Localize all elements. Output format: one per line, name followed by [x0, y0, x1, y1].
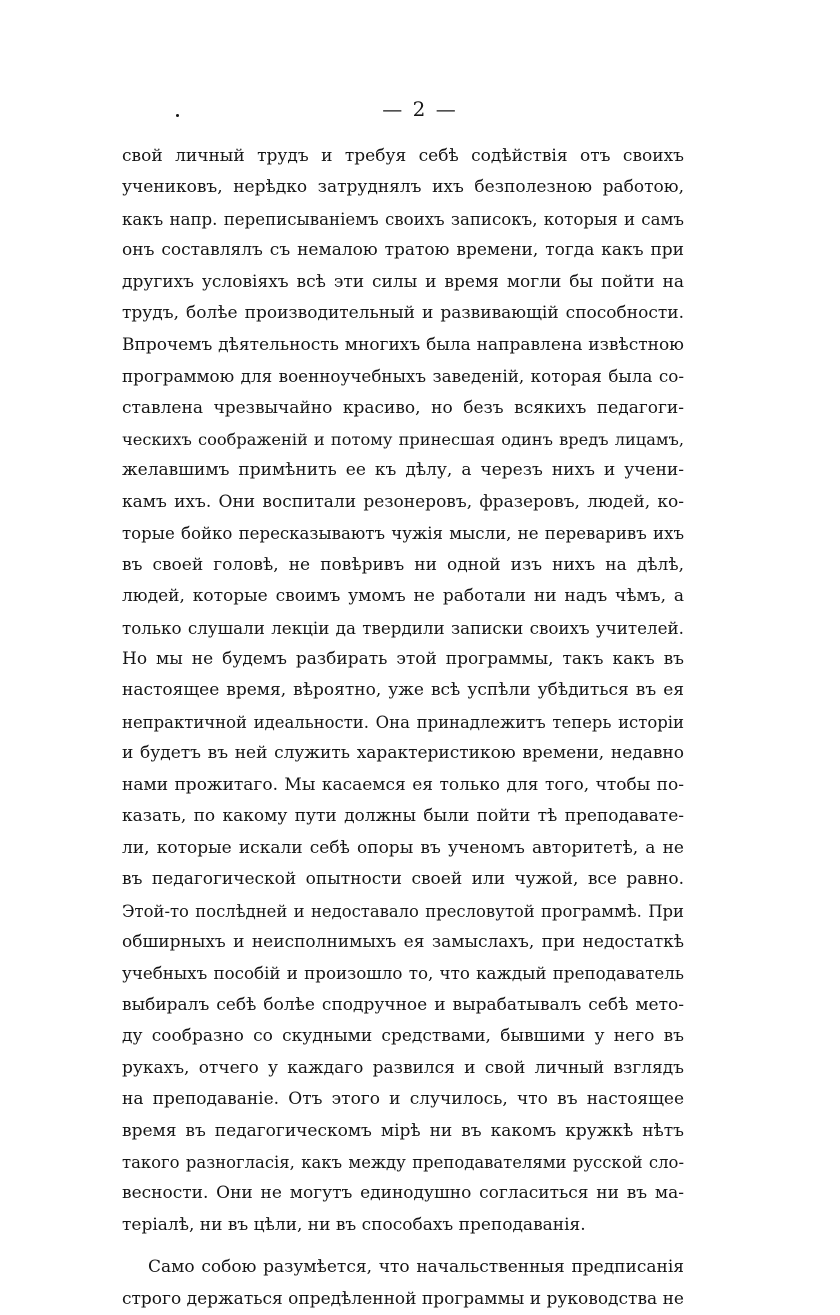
- print-speck: [176, 114, 179, 117]
- page-number: — 2 —: [382, 97, 458, 121]
- text-line: и будетъ въ ней служить характеристикою времени, недавно: [122, 743, 684, 764]
- text-line: такого разногласія, какъ между преподавателями русской сло-: [122, 1153, 684, 1172]
- text-line: въ своей головѣ, не повѣривъ ни одной изъ нихъ на дѣлѣ,: [122, 554, 684, 575]
- text-line: на преподаваніе. Отъ этого и случилось, что въ настоящее: [122, 1089, 684, 1110]
- text-line: свой личный трудъ и требуя себѣ содѣйствія отъ своихъ: [122, 146, 684, 166]
- text-line: непрактичной идеальности. Она принадлежитъ теперь исторіи: [122, 712, 684, 732]
- text-line: какъ напр. переписываніемъ своихъ записокъ, которыя и самъ: [122, 209, 684, 229]
- text-line: учебныхъ пособій и произошло то, что каждый преподаватель: [122, 964, 684, 984]
- body-text: [122, 141, 684, 1315]
- text-line: Но мы не будемъ разбирать этой программы, такъ какъ въ: [122, 649, 684, 669]
- text-line: настоящее время, вѣроятно, уже всѣ успѣли убѣдиться въ ея: [122, 680, 684, 701]
- text-line: выбиралъ себѣ болѣе сподручное и вырабатывалъ себѣ мето-: [122, 994, 684, 1015]
- text-line: камъ ихъ. Они воспитали резонеровъ, фразеровъ, людей, ко-: [122, 491, 684, 512]
- text-line: Впрочемъ дѣятельность многихъ была направлена извѣстною: [122, 334, 684, 355]
- text-line: торые бойко пересказываютъ чужія мысли, не переваривъ ихъ: [122, 524, 684, 544]
- text-line: въ педагогической опытности своей или чужой, все равно.: [122, 869, 684, 890]
- text-line: ли, которые искали себѣ опоры въ ученомъ авторитетѣ, а не: [122, 837, 684, 858]
- text-line: ставлена чрезвычайно красиво, но безъ всякихъ педагоги-: [122, 397, 684, 418]
- text-line: нами прожитаго. Мы касаемся ея только для того, чтобы по-: [122, 774, 684, 795]
- text-line: учениковъ, нерѣдко затруднялъ ихъ безполезною работою,: [122, 177, 684, 198]
- text-line: обширныхъ и неисполнимыхъ ея замыслахъ, при недостаткѣ: [122, 931, 684, 952]
- text-line: программою для военноучебныхъ заведеній, которая была со-: [122, 366, 684, 387]
- text-line: казать, по какому пути должны были пойти тѣ преподавате-: [122, 806, 684, 827]
- text-line: только слушали лекціи да твердили записки своихъ учителей.: [122, 617, 684, 638]
- text-line: людей, которые своимъ умомъ не работали ни надъ чѣмъ, а: [122, 586, 684, 607]
- paragraph-2: [122, 1252, 684, 1315]
- text-line: весности. Они не могутъ единодушно согласиться ни въ ма-: [122, 1183, 684, 1204]
- paragraph-gap: [122, 1241, 684, 1252]
- text-line: строго держаться опредѣленной программы и руководства не: [122, 1288, 684, 1309]
- text-line: Этой-то послѣдней и недоставало пресловутой программѣ. При: [122, 901, 684, 921]
- text-line: ческихъ соображеній и потому принесшая одинъ вредъ лицамъ,: [122, 429, 684, 449]
- text-line: Само собою разумѣется, что начальственныя предписанія: [148, 1257, 684, 1278]
- text-line: время въ педагогическомъ мірѣ ни въ какомъ кружкѣ нѣтъ: [122, 1120, 684, 1141]
- text-line: трудъ, болѣе производительный и развивающій способности.: [122, 303, 684, 324]
- text-line: теріалѣ, ни въ цѣли, ни въ способахъ преподаванія.: [122, 1214, 586, 1235]
- text-line: онъ составлялъ съ немалою тратою времени, тогда какъ при: [122, 240, 684, 261]
- text-line: ду сообразно со скудными средствами, бывшими у него въ: [122, 1026, 684, 1047]
- text-line: рукахъ, отчего у каждаго развился и свой личный взглядъ: [122, 1057, 684, 1078]
- paragraph-1: [122, 141, 684, 1241]
- text-line: другихъ условіяхъ всѣ эти силы и время могли бы пойти на: [122, 271, 684, 292]
- text-line: желавшимъ примѣнить ее къ дѣлу, а черезъ нихъ и учени-: [122, 460, 684, 481]
